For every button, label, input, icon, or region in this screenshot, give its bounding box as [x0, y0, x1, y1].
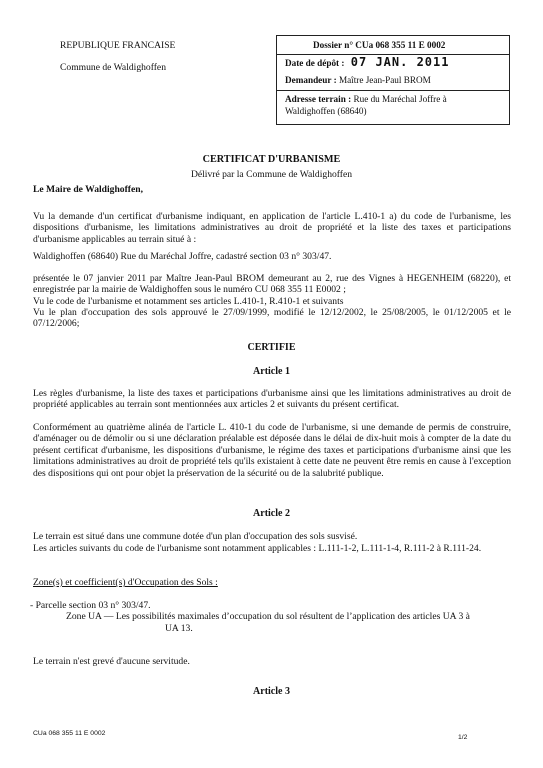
demandeur-value: Maître Jean-Paul BROM: [338, 75, 431, 85]
commune-heading: Commune de Waldighoffen: [60, 62, 166, 73]
adresse-label: Adresse terrain :: [285, 94, 352, 104]
date-depot-row: [285, 57, 449, 69]
document-subtitle: Délivré par la Commune de Waldighoffen: [190, 169, 353, 180]
article-3-title: Article 3: [253, 686, 290, 697]
demandeur-label: Demandeur :: [285, 75, 337, 85]
republic-heading: REPUBLIQUE FRANCAISE: [60, 40, 176, 51]
divider: [277, 90, 509, 91]
presentee-paragraph: présentée le 07 janvier 2011 par Maître Jean-Paul BROM demeurant au 2, rue des Vignes à HEGENHEIM (68220), et enregistrée par la mairie de Waldighoffen sous le numéro CU 068 355 11 E0002 ;: [33, 273, 511, 296]
article-2-title: Article 2: [253, 508, 290, 519]
article-1-paragraph-1: Les règles d'urbanisme, la liste des taxes et participations d'urbanisme ainsi que les limitations administratives au droit de propriété applicables au terrain sont mentionnées aux articles 2 et suivants du présent certificat.: [33, 388, 511, 411]
vu-plan-paragraph: Vu le plan d'occupation des sols approuvé le 27/09/1999, modifié le 12/12/2002, le 25/08/2005, le 01/12/2005 et le 07/12/2006;: [33, 307, 511, 330]
date-depot-label: Date de dépôt :: [285, 58, 345, 68]
zone-ua-line-2: UA 13.: [165, 623, 193, 634]
terrain-location: Waldighoffen (68640) Rue du Maréchal Joffre, cadastré section 03 n° 303/47.: [33, 251, 332, 262]
adresse-row: [285, 94, 447, 105]
parcelle-line: - Parcelle section 03 n° 303/47.: [30, 600, 151, 611]
footer-reference: CUa 068 355 11 E 0002: [33, 730, 106, 737]
zone-ua-line-1: Zone UA — Les possibilités maximales d’occupation du sol résultent de l’application des articles UA 3 à: [66, 611, 470, 622]
servitude-line: Le terrain n'est grevé d'aucune servitude.: [33, 656, 190, 667]
article-1-paragraph-2: Conformément au quatrième alinéa de l'article L. 410-1 du code de l'urbanisme, si une demande de permis de construire, d'aménager ou de démolir ou si une déclaration préalable est déposée dans le délai de dix-huit mois à compter de la date du présent certificat d'urbanisme, les dispositions d'urbanisme, le régime des taxes et participations d'urbanisme ainsi que les limitations administratives au droit de propriété tels qu'ils existaient à cette date ne peuvent être remis en cause à l'exception des dispositions qui ont pour objet la préservation de la sécurité ou de la salubrité publique.: [33, 422, 511, 479]
demandeur-row: [285, 75, 431, 86]
page-number: 1/2: [458, 734, 468, 741]
dossier-info-box: [276, 35, 510, 125]
vu-demande-paragraph: Vu la demande d'un certificat d'urbanisme indiquant, en application de l'article L.410-1 a) du code de l'urbanisme, les dispositions d'urbanisme, les limitations administratives au droit de propriété et la liste des taxes et participations d'urbanisme applicables au terrain situé à :: [33, 211, 511, 245]
article-1-title: Article 1: [253, 366, 290, 377]
document-title: CERTIFICAT D'URBANISME: [202, 154, 341, 165]
zones-heading: Zone(s) et coefficient(s) d'Occupation des Sols :: [33, 577, 218, 588]
date-depot-stamp: 07 JAN. 2011: [350, 55, 450, 69]
article-2-paragraph-2: Les articles suivants du code de l'urbanisme sont notamment applicables : L.111-1-2, L.111-1-4, R.111-2 à R.111-24.: [33, 543, 482, 554]
adresse-value-line1: Rue du Maréchal Joffre à: [353, 94, 447, 104]
maire-heading: Le Maire de Waldighoffen,: [33, 184, 143, 195]
article-2-paragraph-1: Le terrain est situé dans une commune dotée d'un plan d'occupation des sols susvisé.: [33, 531, 358, 542]
vu-code-line: Vu le code de l'urbanisme et notamment ses articles L.410-1, R.410-1 et suivants: [33, 296, 344, 307]
certifie-heading: CERTIFIE: [247, 342, 296, 353]
adresse-value-line2: Waldighoffen (68640): [285, 106, 367, 116]
dossier-number: Dossier n° CUa 068 355 11 E 0002: [313, 40, 446, 50]
